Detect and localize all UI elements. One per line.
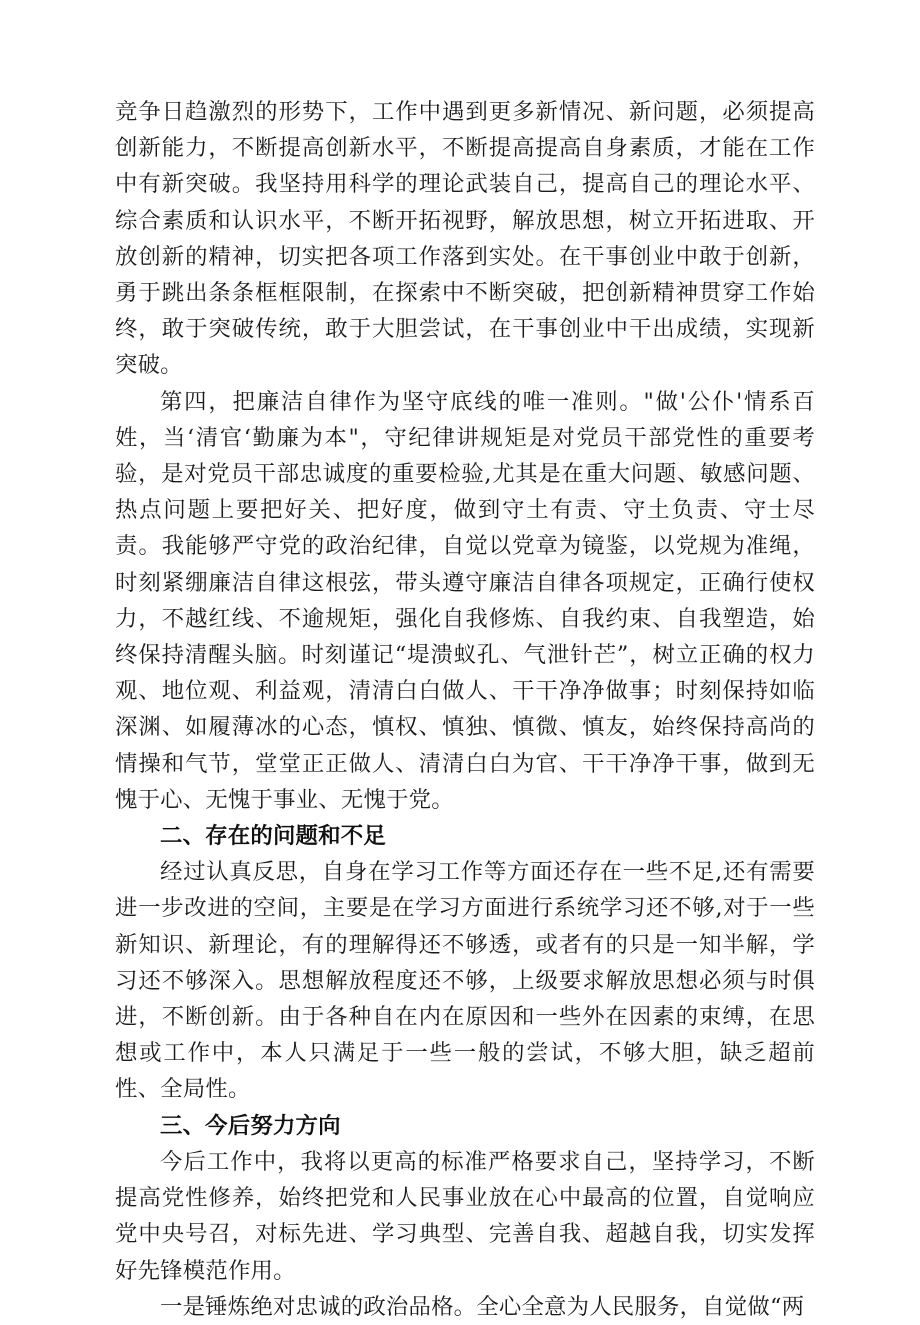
document-body [115,94,815,1325]
paragraph-innovation: 竞争日趋激烈的形势下，工作中遇到更多新情况、新问题，必须提高创新能力，不断提高创新水平，不断提高提高自身素质，才能在工作中有新突破。我坚持用科学的理论武装自己，提高自己的理论水平、综合素质和认识水平，不断开拓视野，解放思想，树立开拓进取、开放创新的精神，切实把各项工作落到实处。在干事创业中敢于创新，勇于跳出条条框框限制，在探索中不断突破，把创新精神贯穿工作始终，敢于突破传统，敢于大胆尝试，在干事创业中干出成绩，实现新突破。 [115,99,815,379]
section-heading-direction: 三、今后努力方向 [160,1112,341,1139]
section-heading-problems: 二、存在的问题和不足 [160,823,386,850]
paragraph-direction: 今后工作中，我将以更高的标准严格要求自己，坚持学习，不断提高党性修养，始终把党和人民事业放在心中最高的位置，自觉响应党中央号召，对标先进、学习典型、完善自我、超越自我，切实发挥好先锋模范作用。 [115,1148,815,1284]
paragraph-problems: 经过认真反思，自身在学习工作等方面还存在一些不足,还有需要进一步改进的空间，主要是在学习方面进行系统学习还不够,对于一些新知识、新理论，有的理解得还不够透，或者有的只是一知半解，学习还不够深入。思想解放程度还不够，上级要求解放思想必须与时俱进，不断创新。由于各种自在内在原因和一些外在因素的束缚，在思想或工作中，本人只满足于一些一般的尝试，不够大胆，缺乏超前性、全局性。 [115,859,815,1103]
paragraph-loyalty: 一是锤炼绝对忠诚的政治品格。全心全意为人民服务，自觉做“两 [160,1293,805,1320]
paragraph-integrity: 第四，把廉洁自律作为坚守底线的唯一准则。"做'公仆'情系百姓，当‘清官‘勤廉为本"，守纪律讲规矩是对党员干部党性的重要考验，是对党员干部忠诚度的重要检验,尤其是在重大问题、敏感问题、热点问题上要把好关、把好度，做到守土有责、守土负责、守士尽责。我能够严守党的政治纪律，自觉以党章为镜鉴，以党规为准绳，时刻紧绷廉洁自律这根弦，带头遵守廉洁自律各项规定，正确行使权力，不越红线、不逾规矩，强化自我修炼、自我约束、自我塑造，始终保持清醒头脑。时刻谨记“堤溃蚁孔、气泄针芒”，树立正确的权力观、地位观、利益观，清清白白做人、干干净净做事；时刻保持如临深渊、如履薄冰的心态，慎权、慎独、慎微、慎友，始终保持高尚的情操和气节，堂堂正正做人、清清白白为官、干干净净干事，做到无愧于心、无愧于事业、无愧于党。 [115,388,815,813]
